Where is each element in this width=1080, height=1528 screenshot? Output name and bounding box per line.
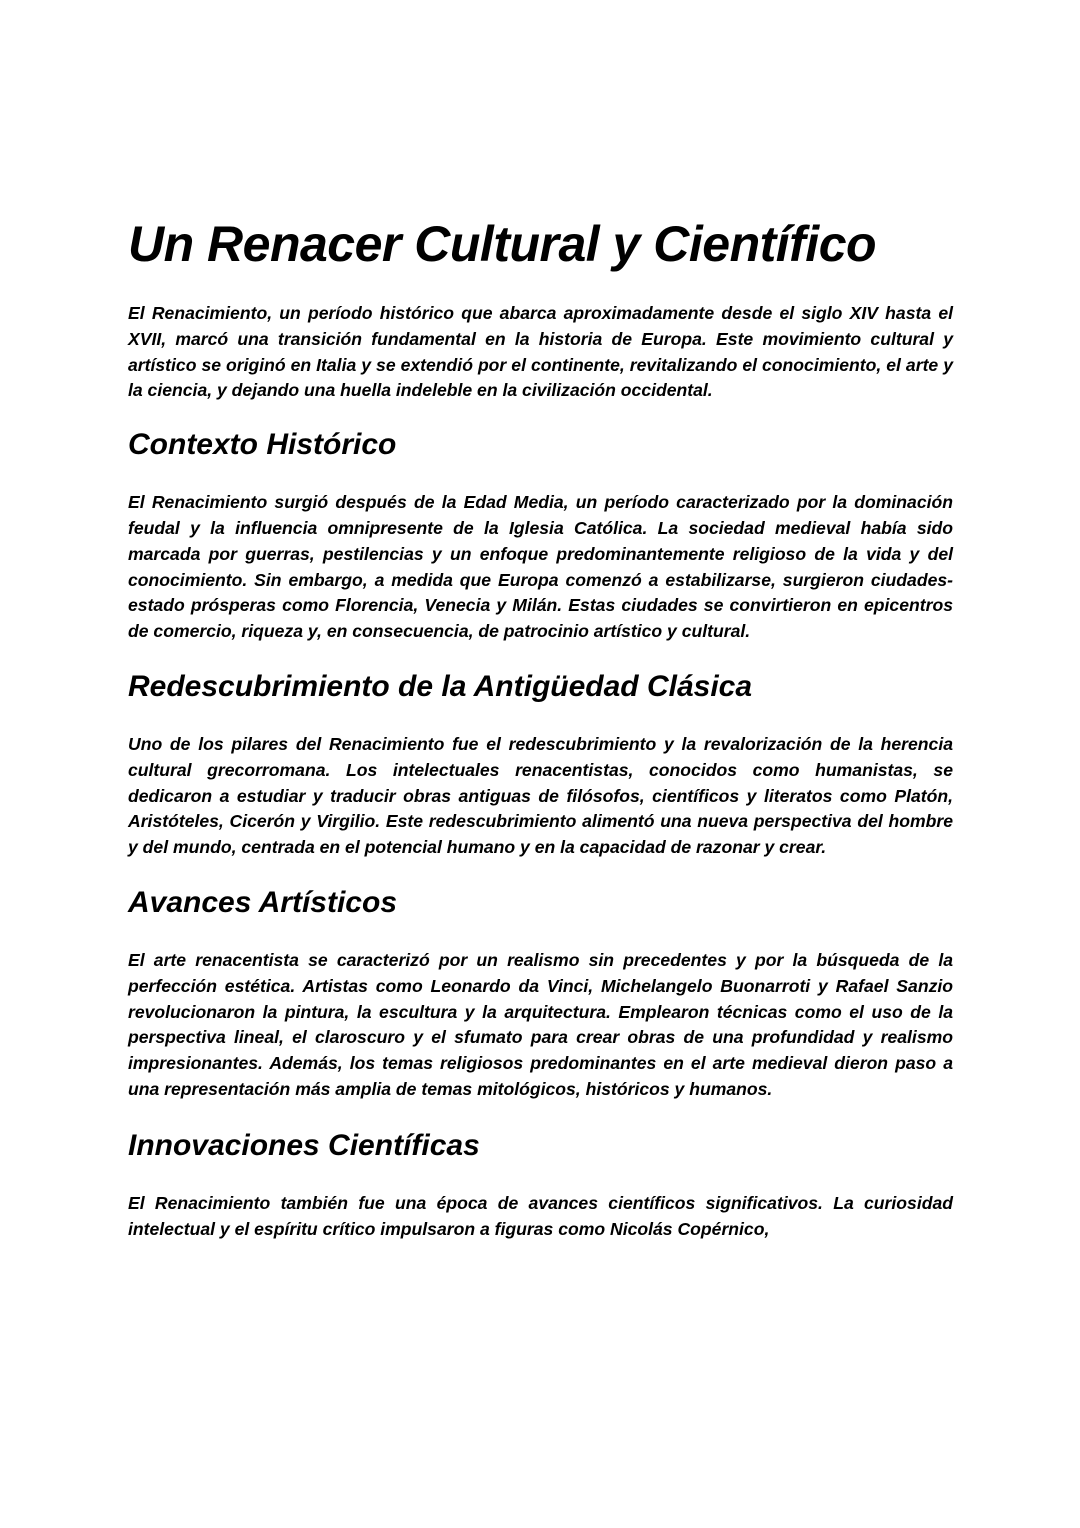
section-heading-avances-artisticos: Avances Artísticos xyxy=(128,885,398,919)
section-heading-contexto-historico: Contexto Histórico xyxy=(128,428,397,462)
section-body-innovaciones-cientificas: El Renacimiento también fue una época de avances científicos significativos. La curiosidad intelectual y el espíritu crítico impulsaron a figuras como Nicolás Copérnico, xyxy=(128,1192,953,1239)
intro-paragraph: El Renacimiento, un período histórico que abarca aproximadamente desde el siglo XIV hasta el XVII, marcó una transición fundamental en la historia de Europa. Este movimiento cultural y artístico se originó en Italia y se extendió por el continente, revitalizando el conocimiento, el arte y la ciencia, y dejando una huella indeleble en la civilización occidental. xyxy=(128,303,953,401)
section-heading-innovaciones-cientificas: Innovaciones Científicas xyxy=(128,1128,480,1162)
section-heading-redescubrimiento: Redescubrimiento de la Antigüedad Clásica xyxy=(128,669,753,703)
document-page xyxy=(128,213,953,1242)
section-body-contexto-historico: El Renacimiento surgió después de la Edad Media, un período caracterizado por la dominación feudal y la influencia omnipresente de la Iglesia Católica. La sociedad medieval había sido marcada por guerras, pestilencias y un enfoque predominantemente religioso de la vida y del conocimiento. Sin embargo, a medida que Europa comenzó a estabilizarse, surgieron ciudades-estado prósperas como Florencia, Venecia y Milán. Estas ciudades se convirtieron en epicentros de comercio, riqueza y, en consecuencia, de patrocinio artístico y cultural. xyxy=(128,492,953,642)
section-body-redescubrimiento: Uno de los pilares del Renacimiento fue el redescubrimiento y la revalorización de la herencia cultural grecorromana. Los intelectuales renacentistas, conocidos como humanistas, se dedicaron a estudiar y traducir obras antiguas de filósofos, científicos y literatos como Platón, Aristóteles, Cicerón y Virgilio. Este redescubrimiento alimentó una nueva perspectiva del hombre y del mundo, centrada en el potencial humano y en la capacidad de razonar y crear. xyxy=(128,733,953,858)
section-body-avances-artisticos: El arte renacentista se caracterizó por un realismo sin precedentes y por la búsqueda de la perfección estética. Artistas como Leonardo da Vinci, Michelangelo Buonarroti y Rafael Sanzio revolucionaron la pintura, la escultura y la arquitectura. Emplearon técnicas como el uso de la perspectiva lineal, el claroscuro y el sfumato para crear obras de una profundidad y realismo impresionantes. Además, los temas religiosos predominantes en el arte medieval dieron paso a una representación más amplia de temas mitológicos, históricos y humanos. xyxy=(128,949,953,1099)
page-title: Un Renacer Cultural y Científico xyxy=(128,216,877,272)
